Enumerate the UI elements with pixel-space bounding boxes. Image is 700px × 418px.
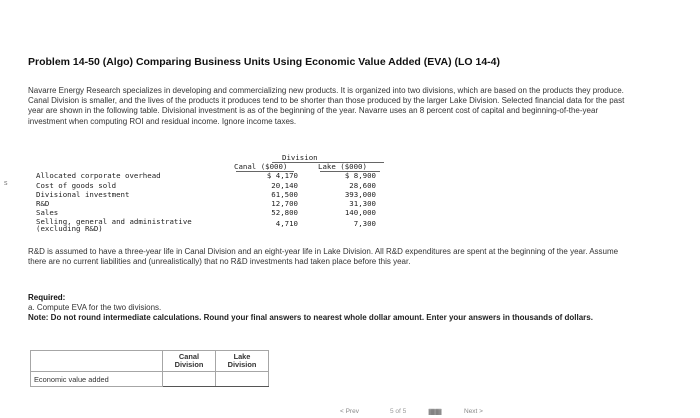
page-indicator: 5 of 5: [390, 408, 407, 415]
prev-button[interactable]: < Prev: [340, 408, 359, 415]
row-label: Sales: [36, 208, 59, 218]
required-label: Required:: [28, 293, 66, 302]
lake-value: $ 8,900: [344, 171, 376, 181]
intro-paragraph: Navarre Energy Research specializes in developing and commercializing new products. It is organized into two divisions, which are based on the products they produce. Canal Division is smaller, and the lives of the products it produces tend to be shorter than those produced by the larger Lake Division. Selected financial data for the past year are shown in the following table. Divisional investment is as of the beginning of the year. Navarre uses an 8 percent cost of capital and beginning-of-the-year investment when computing ROI and residual income. Ignore income taxes.: [28, 86, 625, 126]
canal-eva-cell[interactable]: [163, 372, 216, 387]
canal-value: 52,800: [271, 208, 298, 218]
row-label: Selling, general and administrative: [36, 217, 192, 227]
pagination-bar: [330, 405, 670, 418]
blank-header-cell: [31, 351, 163, 372]
answer-table: [30, 350, 269, 387]
eva-row: [31, 372, 269, 387]
lake-value: 7,300: [353, 219, 376, 229]
canal-eva-input[interactable]: [163, 372, 215, 386]
canal-value: 20,140: [271, 180, 298, 190]
lake-value: 28,600: [349, 180, 376, 190]
canal-value: 61,500: [271, 189, 298, 199]
lake-value: 140,000: [344, 208, 376, 218]
lake-eva-cell[interactable]: [216, 372, 269, 387]
canal-division-header: Canal Division: [163, 351, 216, 372]
lake-division-header: Lake Division: [216, 351, 269, 372]
required-item-a: a. Compute EVA for the two divisions.: [28, 303, 162, 312]
row-label-continued: (excluding R&D): [36, 224, 103, 234]
division-header: Division: [282, 153, 318, 162]
row-label: R&D: [36, 198, 50, 208]
eva-row-label: Economic value added: [31, 372, 163, 387]
canal-column-header: Canal ($000): [234, 162, 288, 172]
lake-eva-input[interactable]: [216, 372, 268, 386]
required-note: Note: Do not round intermediate calculations. Round your final answers to nearest whole dollar amount. Enter your answers in thousands of dollars.: [28, 313, 593, 322]
row-label: Cost of goods sold: [36, 180, 117, 190]
side-mark: s: [4, 180, 8, 187]
answer-header-row: [31, 351, 269, 372]
lake-value: 31,300: [349, 198, 376, 208]
assumptions-paragraph: R&D is assumed to have a three-year life in Canal Division and an eight-year life in Lake Division. All R&D expenditures are spent at the beginning of the year. Assume there are no current liabilities and (unrealistically) that no R&D investments had taken place before this year.: [28, 247, 619, 267]
lake-value: 393,000: [344, 189, 376, 199]
grid-icon[interactable]: ▦▦: [428, 407, 442, 416]
required-section: [28, 293, 648, 323]
page-title: Problem 14-50 (Algo) Comparing Business Units Using Economic Value Added (EVA) (LO 14-4): [28, 56, 500, 68]
row-label: Divisional investment: [36, 189, 130, 199]
lake-column-header: Lake ($000): [318, 162, 367, 172]
canal-value: 4,710: [275, 219, 298, 229]
row-label: Allocated corporate overhead: [36, 171, 161, 181]
next-button[interactable]: Next >: [464, 408, 483, 415]
canal-value: $ 4,170: [266, 171, 298, 181]
canal-value: 12,700: [271, 198, 298, 208]
